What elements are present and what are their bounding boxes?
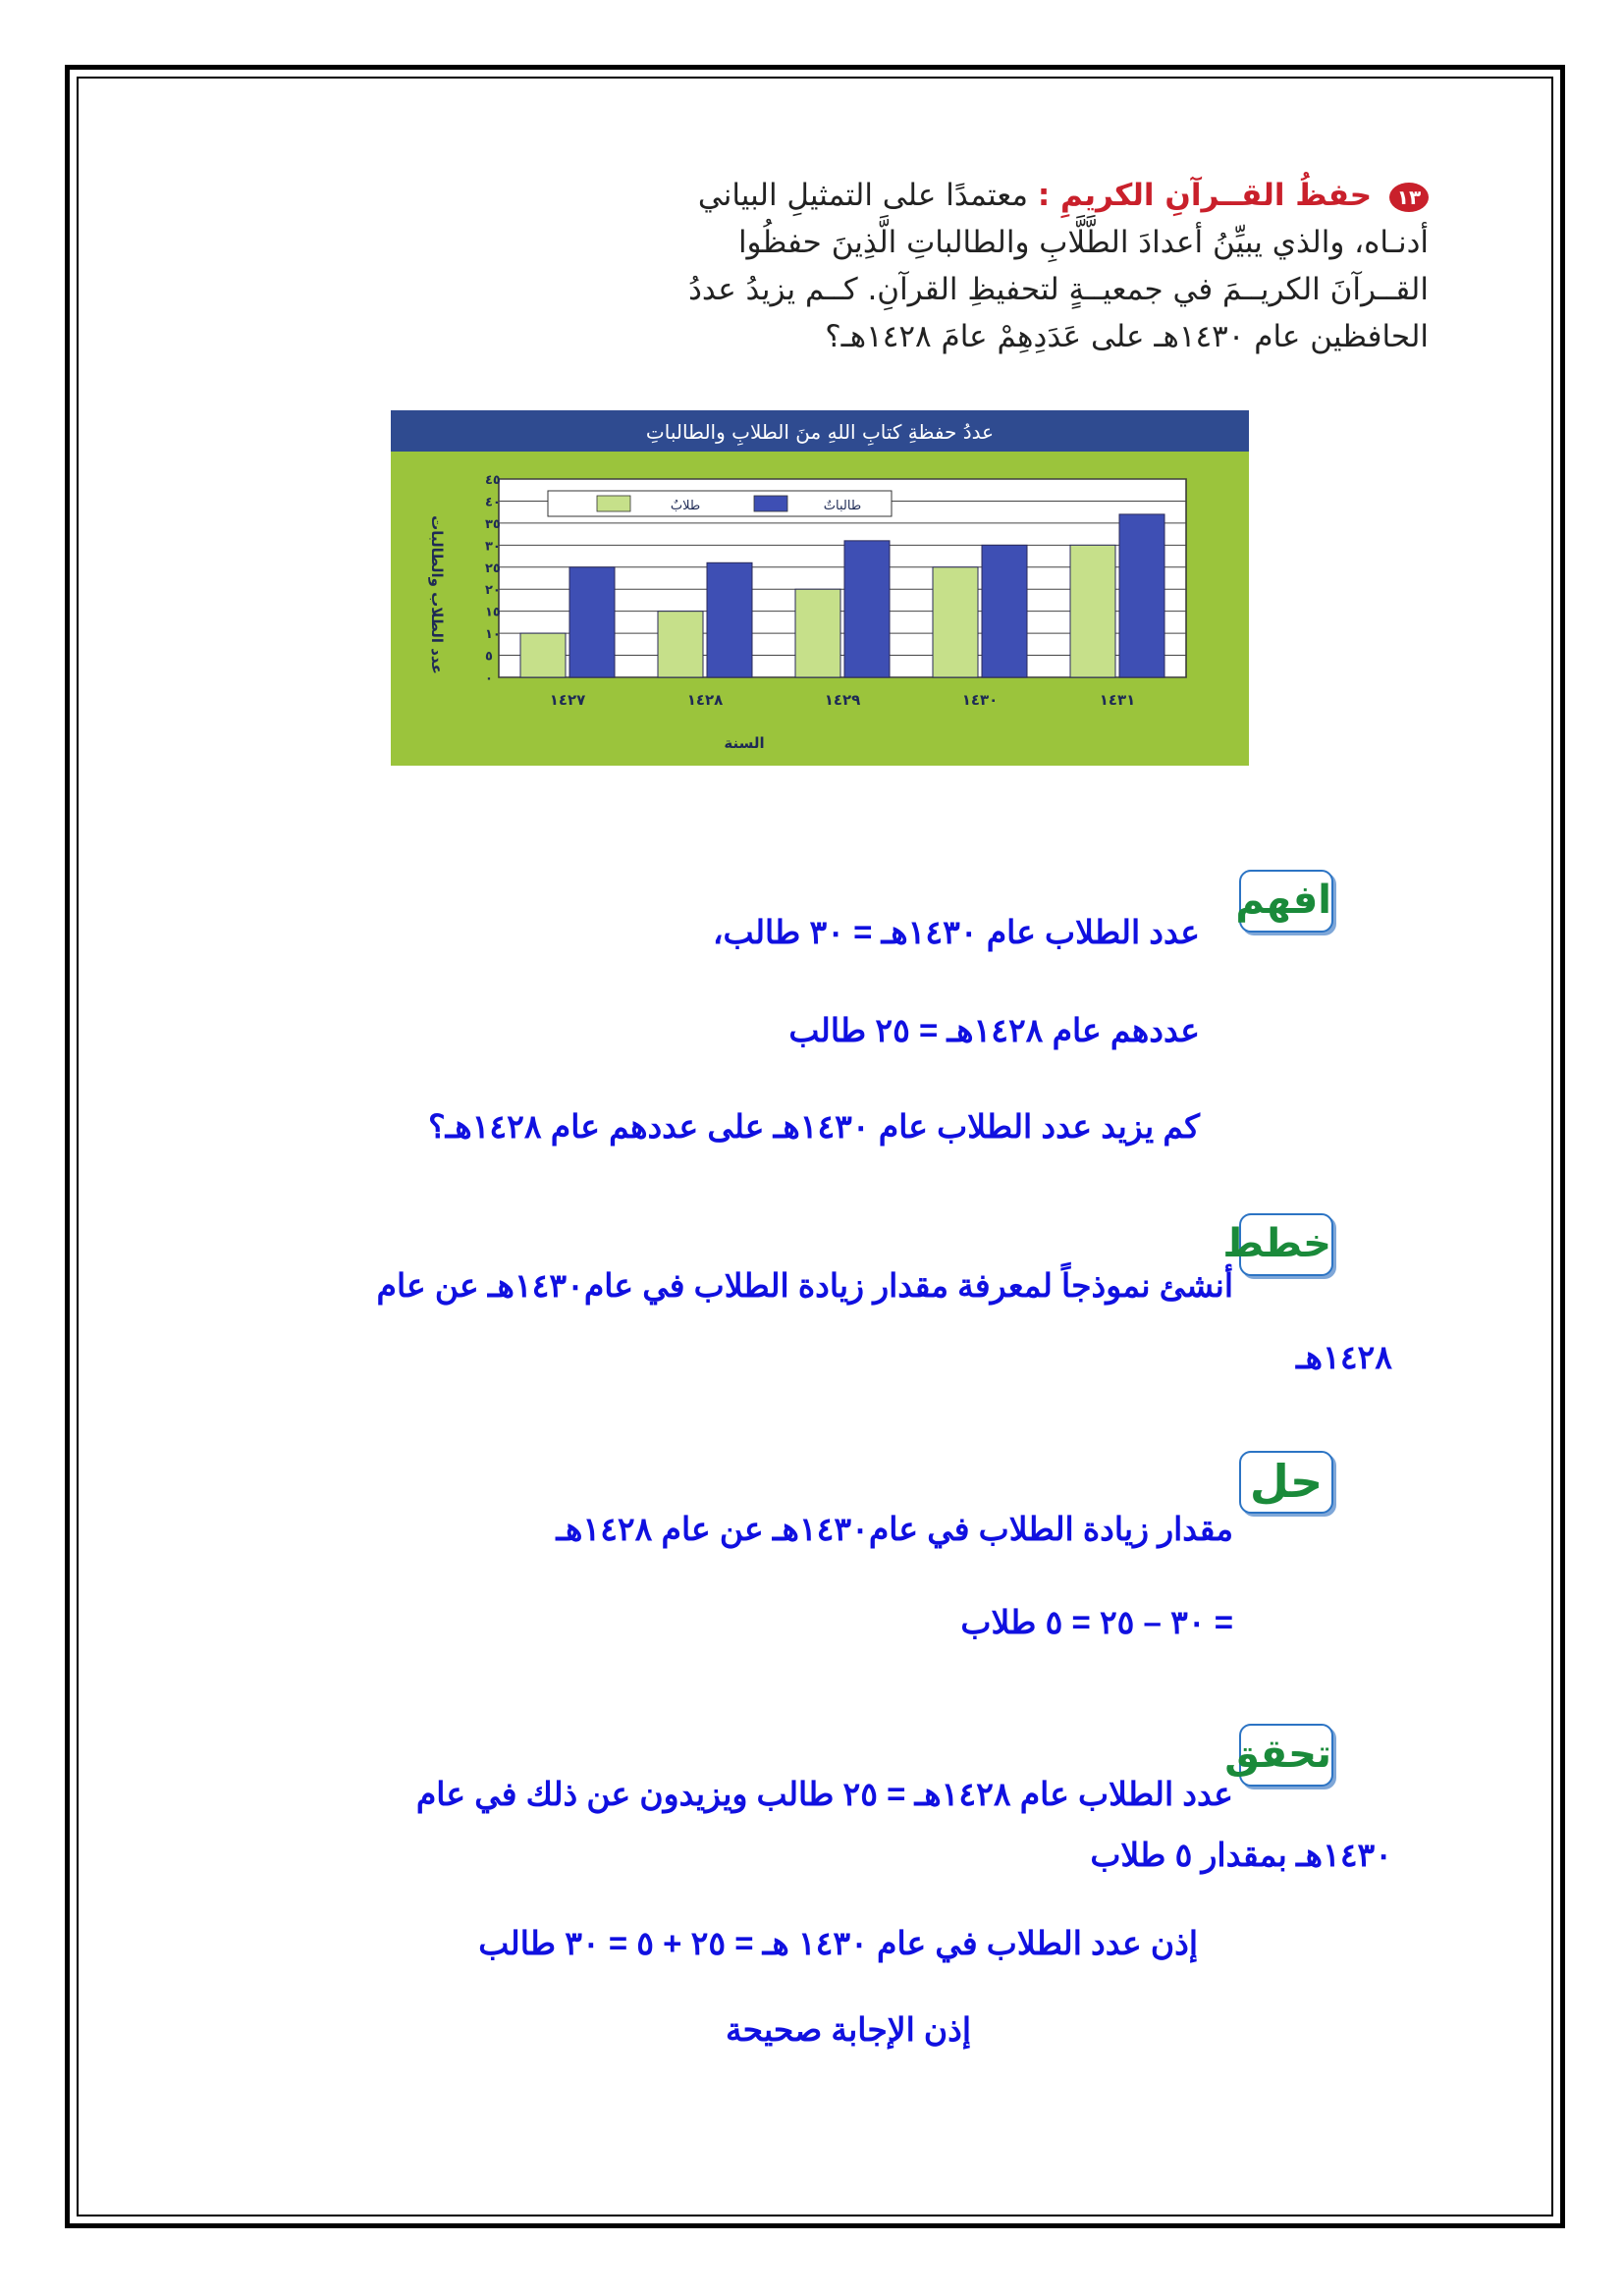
- y-tick-label: ٥: [485, 649, 493, 665]
- understand-badge: افهم: [1239, 870, 1333, 933]
- understand-line: كم يزيد عدد الطلاب عام ١٤٣٠هـ على عددهم عام ١٤٢٨هـ؟: [428, 1108, 1200, 1145]
- bar-chart-svg: [391, 410, 1249, 766]
- y-axis-label: عدد الطلاب والطالبات: [428, 515, 446, 674]
- understand-line: عددهم عام ١٤٢٨هـ = ٢٥ طالب: [788, 1012, 1200, 1048]
- y-tick-label: ١٠: [485, 627, 501, 643]
- problem-line: القــرآنَ الكريــمَ في جمعيــةٍ لتحفيظِ القرآنِ. كــم يزيدُ عددُ: [688, 272, 1429, 307]
- bar-students: [658, 612, 703, 677]
- legend-swatch: [754, 496, 787, 511]
- bar-chart: [391, 410, 1249, 766]
- legend-swatch: [597, 496, 630, 511]
- plan-badge: خطط: [1239, 1213, 1333, 1276]
- bar-female-students: [844, 541, 890, 677]
- x-tick-label: ١٤٣١: [1099, 691, 1136, 709]
- y-tick-label: ٣٠: [485, 539, 501, 555]
- x-axis-label: السنة: [724, 734, 765, 752]
- plan-line: أنشئ نموذجاً لمعرفة مقدار زيادة الطلاب في عام١٤٣٠هـ عن عام: [376, 1267, 1233, 1304]
- check-line: إذن الإجابة صحيحة: [725, 2011, 971, 2048]
- check-line: ١٤٣٠هـ بمقدار ٥ طلاب: [1090, 1837, 1392, 1873]
- x-tick-label: ١٤٣٠: [961, 691, 999, 709]
- problem-line: الحافظين عام ١٤٣٠هـ على عَدَدِهِمْ عامَ ١٤٢٨هـ؟: [825, 319, 1429, 354]
- problem-line: أدنـاه، والذي يبيِّنُ أعدادَ الطَّلَّابِ والطالباتِ الَّذِينَ حفظُوا: [737, 225, 1429, 260]
- x-tick-label: ١٤٢٧: [549, 691, 586, 709]
- y-tick-label: ٢٥: [485, 561, 501, 576]
- y-tick-label: ٢٠: [485, 583, 501, 599]
- page-border-inner: [77, 77, 1553, 2216]
- y-tick-label: ٤٠: [485, 495, 501, 510]
- bar-female-students: [982, 545, 1027, 677]
- understand-line: عدد الطلاب عام ١٤٣٠هـ = ٣٠ طالب،: [712, 914, 1200, 950]
- x-tick-label: ١٤٢٨: [686, 691, 724, 709]
- bar-female-students: [707, 562, 752, 677]
- y-tick-label: ٤٥: [485, 473, 501, 488]
- bar-female-students: [1119, 514, 1164, 677]
- x-tick-label: ١٤٢٩: [824, 691, 861, 709]
- check-line: إذن عدد الطلاب في عام ١٤٣٠ هـ = ٢٥ + ٥ = ٣٠ طالب: [478, 1925, 1198, 1961]
- bar-students: [933, 567, 978, 677]
- legend-label: طلابٌ: [670, 499, 701, 513]
- solve-line: مقدار زيادة الطلاب في عام١٤٣٠هـ عن عام ١٤٢٨هـ: [556, 1511, 1233, 1547]
- problem-title: حفظُ القــرآنِ الكريمِ :: [1037, 178, 1373, 213]
- bar-students: [795, 589, 840, 677]
- problem-line: معتمدًا على التمثيلِ البياني: [697, 178, 1028, 213]
- plan-line: ١٤٢٨هـ: [1296, 1339, 1392, 1375]
- problem-statement: [250, 172, 1429, 360]
- check-badge: تحقق: [1239, 1724, 1333, 1787]
- solve-line: = ٣٠ – ٢٥ = ٥ طلاب: [960, 1604, 1233, 1640]
- solve-badge: حل: [1239, 1451, 1333, 1514]
- bar-female-students: [569, 567, 615, 677]
- problem-number: ١٣: [1389, 183, 1429, 212]
- bar-students: [1070, 545, 1115, 677]
- legend-label: طالباتٌ: [823, 499, 862, 513]
- y-tick-label: ٠: [485, 671, 493, 686]
- problem-first-line: [250, 172, 1429, 219]
- chart-title: عددُ حفظةِ كتابِ اللهِ منَ الطلابِ والطالباتِ: [645, 420, 995, 444]
- bar-students: [520, 633, 566, 677]
- y-tick-label: ٣٥: [485, 516, 501, 532]
- y-tick-label: ١٥: [485, 605, 501, 620]
- check-line: عدد الطلاب عام ١٤٢٨هـ = ٢٥ طالب ويزيدون عن ذلك في عام: [415, 1776, 1233, 1812]
